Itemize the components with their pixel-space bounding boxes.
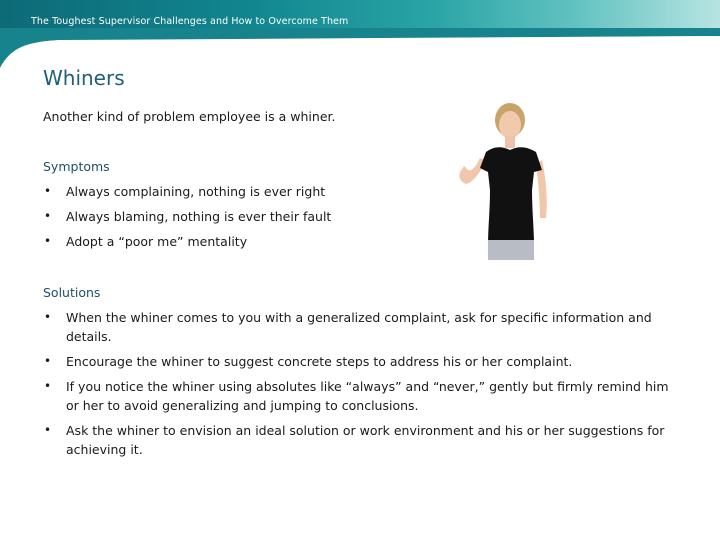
list-item-text: Always complaining, nothing is ever right: [66, 184, 326, 199]
list-item-text: If you notice the whiner using absolutes like “always” and “never,” gently but firmly remind him or her to avoid generalizing and jumping to conclusions.: [66, 379, 669, 413]
bullet-icon: •: [44, 423, 52, 437]
frustrated-woman-image: [452, 100, 562, 260]
list-item-text: Adopt a “poor me” mentality: [66, 234, 248, 249]
list-item-text: Encourage the whiner to suggest concrete steps to address his or her complaint.: [66, 354, 573, 369]
list-item: [43, 352, 683, 371]
solutions-heading: Solutions: [43, 285, 101, 300]
bullet-icon: •: [44, 234, 52, 248]
bullet-icon: •: [44, 209, 52, 223]
list-item: [43, 207, 331, 226]
header-curve-decoration: [0, 28, 720, 68]
bullet-icon: •: [44, 354, 52, 368]
list-item-text: Always blaming, nothing is ever their fault: [66, 209, 332, 224]
bullet-icon: •: [44, 184, 52, 198]
list-item-text: Ask the whiner to envision an ideal solution or work environment and his or her suggestions for achieving it.: [66, 423, 665, 457]
slide-title: Whiners: [43, 66, 125, 90]
symptoms-heading: Symptoms: [43, 159, 110, 174]
bullet-icon: •: [44, 310, 52, 324]
solutions-list: [43, 308, 683, 465]
symptoms-list: [43, 182, 331, 257]
header-title: The Toughest Supervisor Challenges and How to Overcome Them: [31, 16, 349, 27]
list-item: [43, 182, 331, 201]
list-item-text: When the whiner comes to you with a generalized complaint, ask for specific information and details.: [66, 310, 652, 344]
intro-text: Another kind of problem employee is a whiner.: [43, 109, 336, 124]
list-item: [43, 232, 331, 251]
bullet-icon: •: [44, 379, 52, 393]
list-item: [43, 308, 683, 346]
list-item: [43, 377, 683, 415]
list-item: [43, 421, 683, 459]
